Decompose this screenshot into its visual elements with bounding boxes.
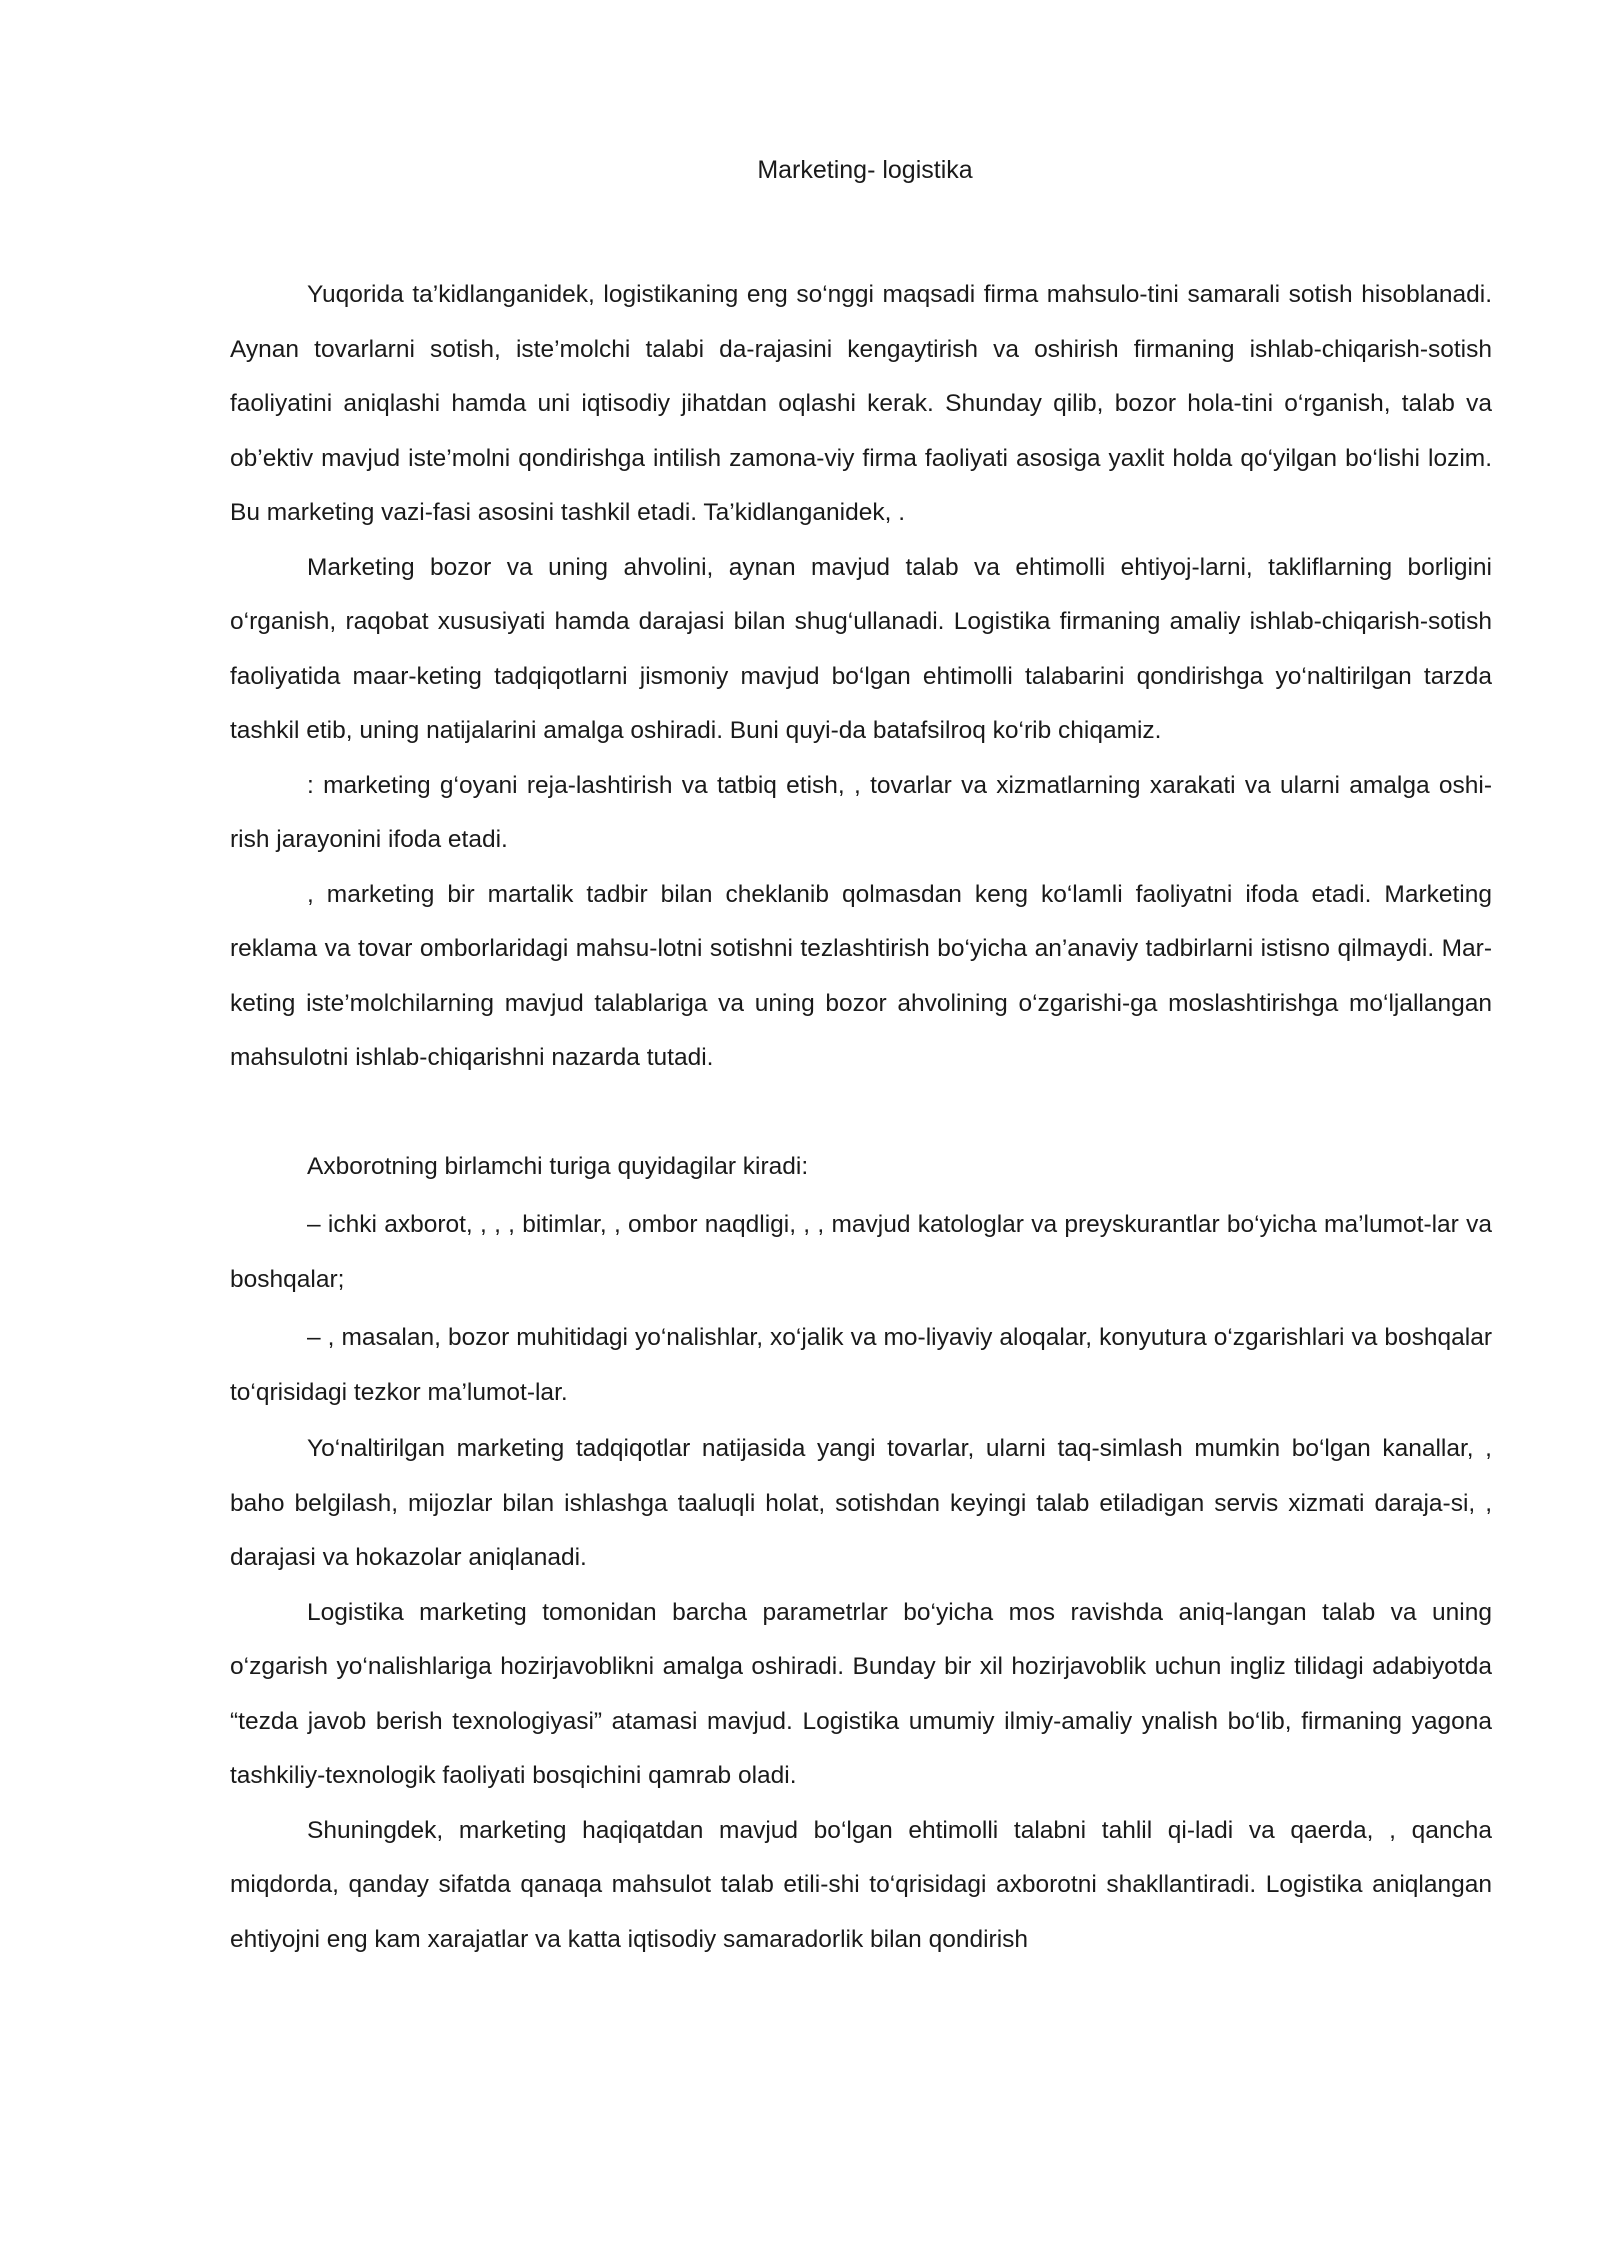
paragraph: Shuningdek, marketing haqiqatdan mavjud bo‘lgan ehtimolli talabni tahlil qi-ladi va qaerda, , qancha miqdorda, qanday sifatda qanaqa mahsulot talab etili-shi to‘qrisidagi axborotni shakllantiradi. Logistika aniqlangan ehtiyojni eng kam xarajatlar va katta iqtisodiy samaradorlik bilan qondirish [230, 1816, 1492, 1953]
paragraph: Marketing bozor va uning ahvolini, aynan mavjud talab va ehtimolli ehtiyoj-larni, takliflarning borligini o‘rganish, raqobat xususiyati hamda darajasi bilan shug‘ullanadi. Logistika firmaning amaliy ishlab-chiqarish-sotish faoliyatida maar-keting tadqiqotlarni jismoniy mavjud bo‘lgan ehtimolli talabarini qondirishga yo‘naltirilgan tarzda tashkil etib, uning natijalarini amalga oshiradi. Buni quyi-da batafsilroq ko‘rib chiqamiz. [230, 553, 1492, 744]
paragraph: Logistika marketing tomonidan barcha parametrlar bo‘yicha mos ravishda aniq-langan talab va uning o‘zgarish yo‘nalishlariga hozirjavoblikni amalga oshiradi. Bunday bir xil hozirjavoblik uchun ingliz tilidagi adabiyotda “tezda javob berish texnologiyasi” atamasi mavjud. Logistika umumiy ilmiy-amaliy ynalish bo‘lib, firmaning yagona tashkiliy-texnologik faoliyati bosqichini qamrab oladi. [230, 1598, 1492, 1789]
list-item: – , masalan, bozor muhitidagi yo‘nalishlar, xo‘jalik va mo-liyaviy aloqalar, konyutura o‘zgarishlari va boshqalar to‘qrisidagi tezkor ma’lumot-lar. [230, 1324, 1492, 1406]
paragraph: Yuqorida ta’kidlanganidek, logistikaning eng so‘nggi maqsadi firma mahsulo-tini samarali sotish hisoblanadi. Aynan tovarlarni sotish, iste’molchi talabi da-rajasini kengaytirish va oshirish firmaning ishlab-chiqarish-sotish faoliyatini aniqlashi hamda uni iqtisodiy jihatdan oqlashi kerak. Shunday qilib, bozor hola-tini o‘rganish, talab va ob’ektiv mavjud iste’molni qondirishga intilish zamona-viy firma faoliyati asosiga yaxlit holda qo‘yilgan bo‘lishi lozim. Bu marketing vazi-fasi asosini tashkil etadi. Ta’kidlanganidek, . [230, 281, 1492, 526]
paragraph: Axborotning birlamchi turiga quyidagilar kiradi: [307, 1152, 809, 1180]
paragraph: , marketing bir martalik tadbir bilan cheklanib qolmasdan keng ko‘lamli faoliyatni ifoda etadi. Marketing reklama va tovar omborlaridagi mahsu-lotni sotishni tezlashtirish bo‘yicha an’anaviy tadbirlarni istisno qilmaydi. Mar-keting iste’molchilarning mavjud talablariga va uning bozor ahvolining o‘zgarishi-ga moslashtirishga mo‘ljallangan mahsulotni ishlab-chiqarishni nazarda tutadi. [230, 880, 1492, 1071]
document-body [230, 268, 1492, 1967]
paragraph: Yo‘naltirilgan marketing tadqiqotlar natijasida yangi tovarlar, ularni taq-simlash mumkin bo‘lgan kanallar, , baho belgilash, mijozlar bilan ishlashga taaluqli holat, sotishdan keyingi talab etiladigan servis xizmati daraja-si, , darajasi va hokazolar aniqlanadi. [230, 1435, 1492, 1571]
list-item: – ichki axborot, , , , bitimlar, , ombor naqdligi, , , mavjud katologlar va preyskurantlar bo‘yicha ma’lumot-lar va boshqalar; [230, 1211, 1492, 1293]
document-title: Marketing- logistika [757, 156, 973, 184]
paragraph: : marketing g‘oyani reja-lashtirish va tatbiq etish, , tovarlar va xizmatlarning xarakati va ularni amalga oshi-rish jarayonini ifoda etadi. [230, 771, 1492, 853]
